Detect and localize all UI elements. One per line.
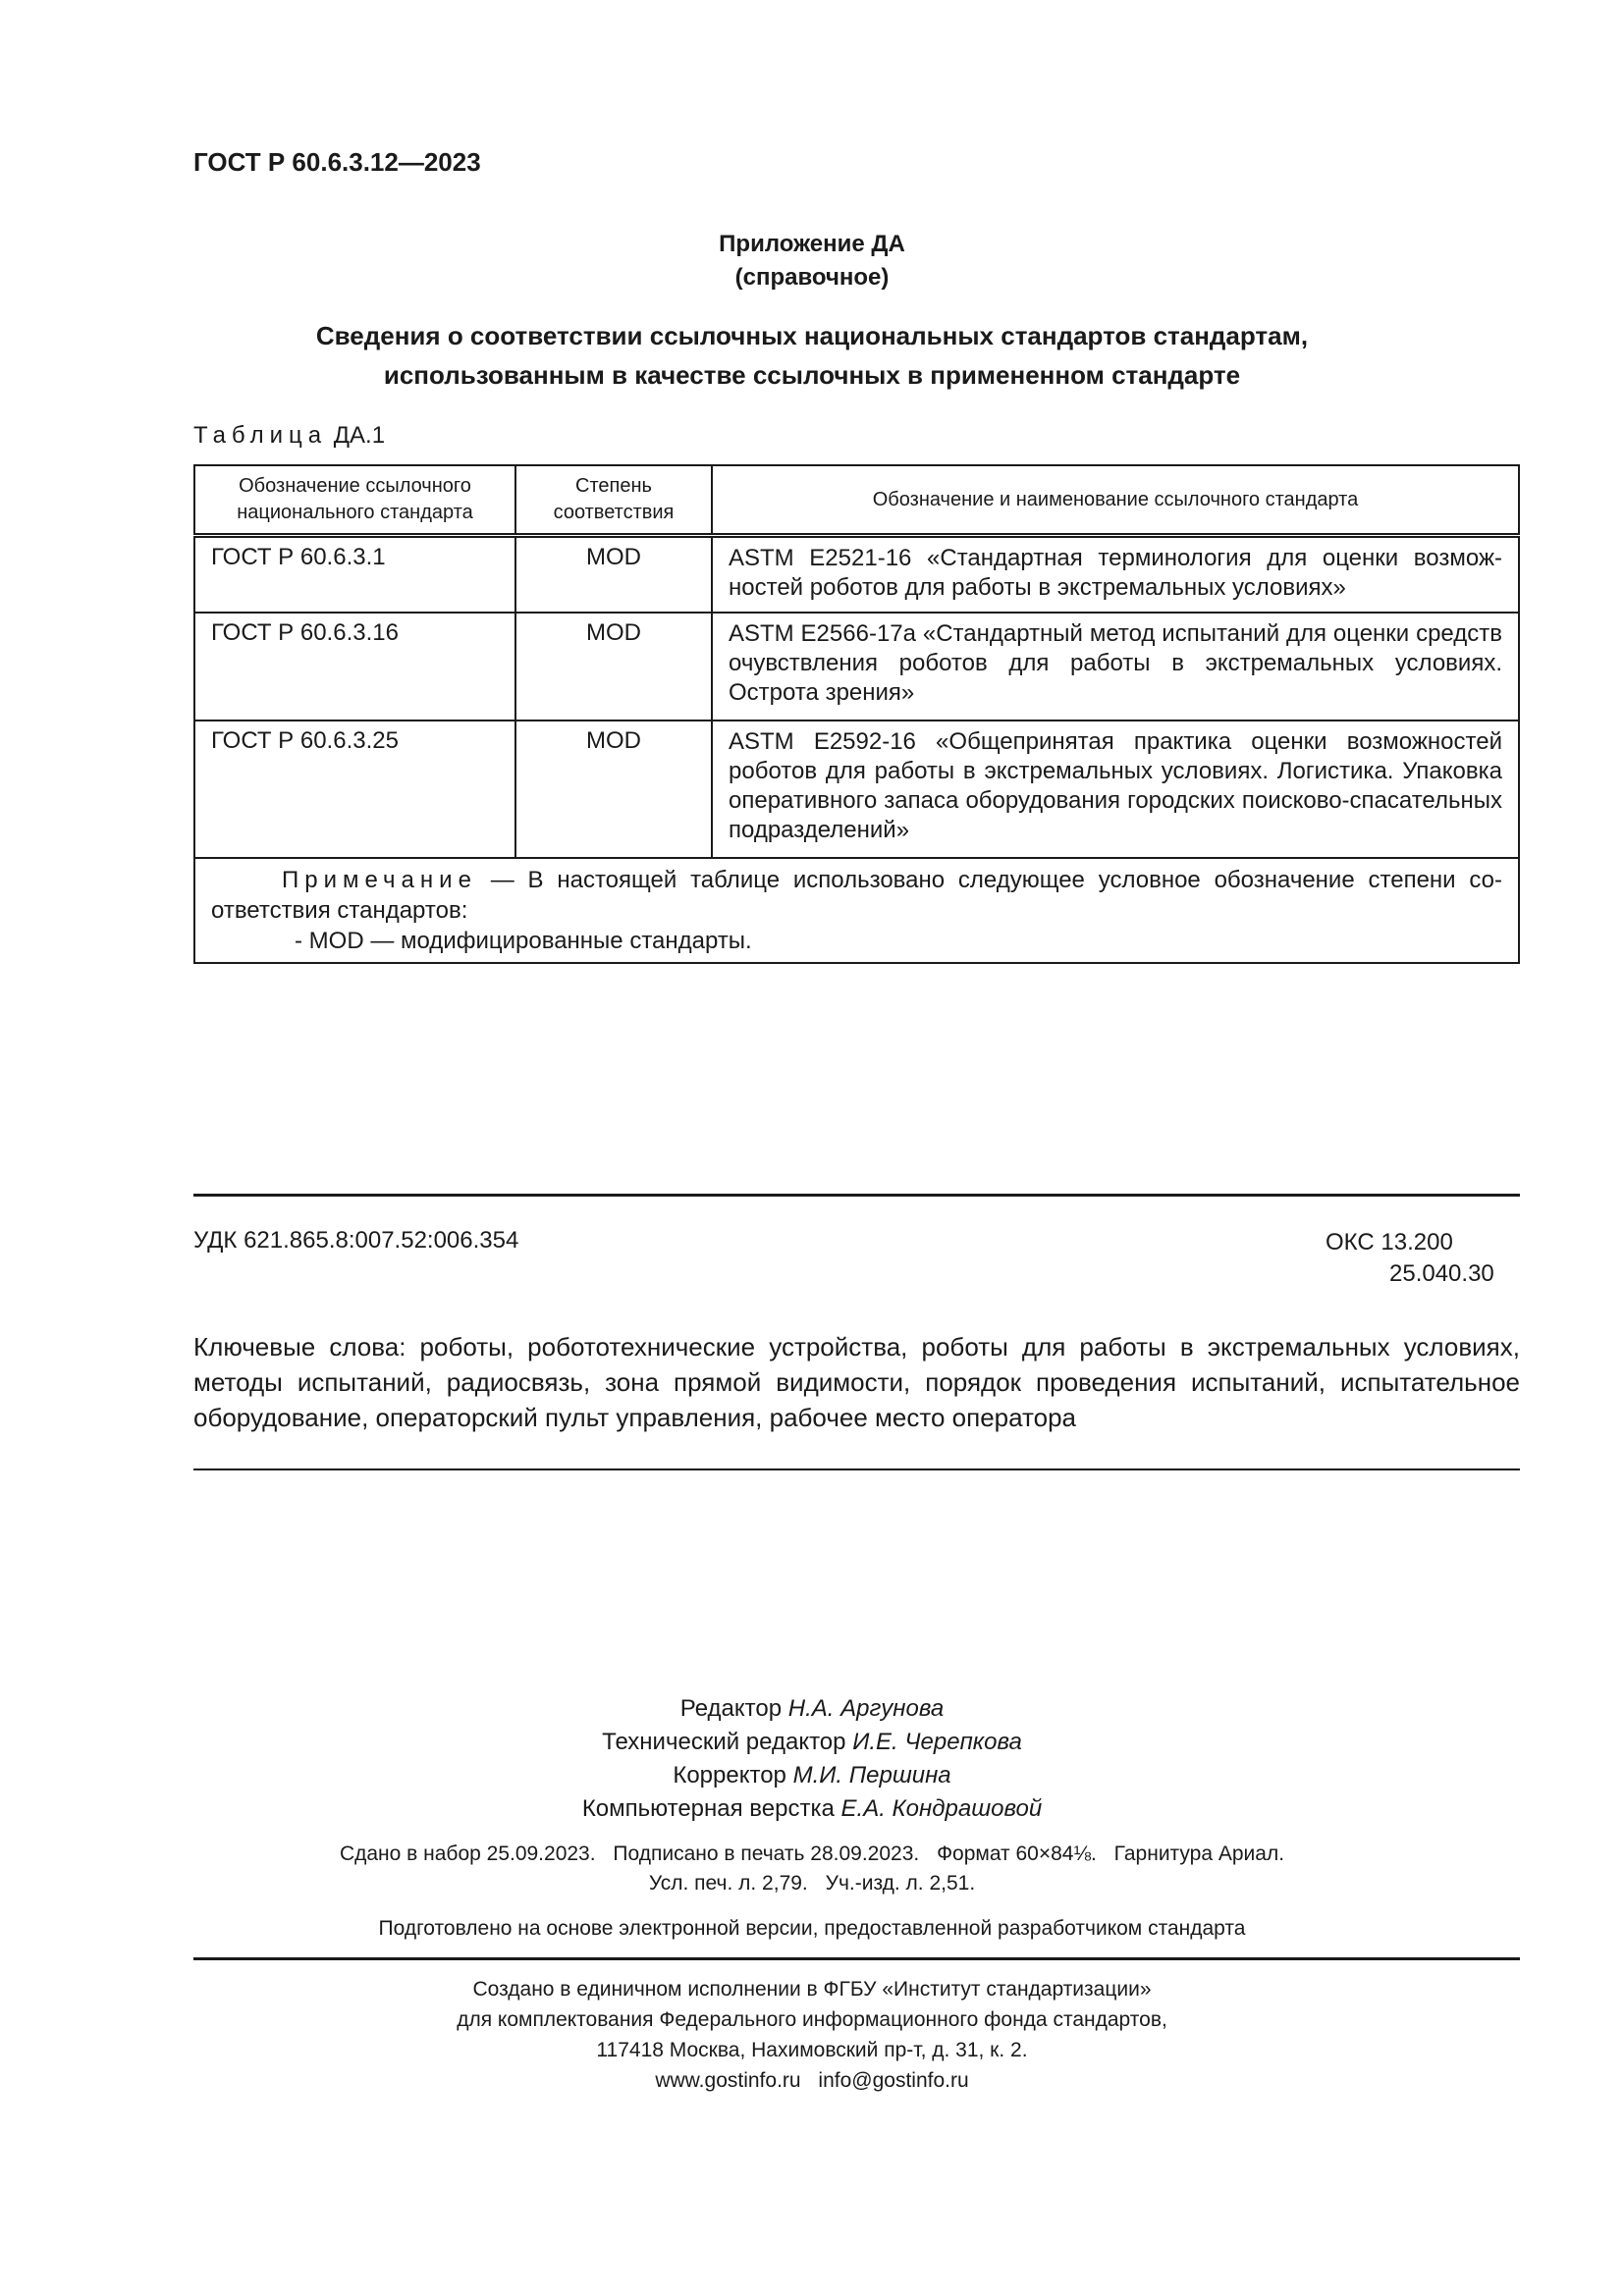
tech-name: И.Е. Черепкова — [852, 1729, 1022, 1755]
publisher-email-link[interactable]: info@gostinfo.ru — [818, 2069, 969, 2092]
corrector-role: Корректор — [673, 1762, 786, 1789]
editor-role: Редактор — [679, 1695, 783, 1722]
header-national-standard: Обозначение ссылочного национального стандарта — [194, 465, 515, 536]
cell-code: ГОСТ Р 60.6.3.1 — [194, 536, 515, 613]
cell-degree: MOD — [515, 613, 712, 721]
table-row — [194, 536, 1519, 613]
print-info-line-1 — [0, 1840, 1624, 1869]
header-reference-standard: Обозначение и наименование ссылочного стандарта — [712, 465, 1519, 536]
publisher-line-2: для комплектования Федерального информационного фонда стандартов, — [457, 2008, 1167, 2031]
cell-code: ГОСТ Р 60.6.3.16 — [194, 613, 515, 721]
oks-line-2: 25.040.30 — [1389, 1260, 1494, 1287]
print-sheets: Усл. печ. л. 2,79. — [648, 1872, 808, 1895]
reference-table — [193, 464, 1520, 964]
divider-middle — [193, 1468, 1520, 1470]
note-label: Примечание — [282, 866, 477, 893]
print-info — [0, 1840, 1624, 1898]
cell-name: ASTM E2566-17a «Стандартный метод испытаний для оценки средств очувствления роботов для работы в экстремальных условиях. Острота зрения» — [712, 613, 1519, 721]
print-pub-sheets: Уч.-изд. л. 2,51. — [825, 1872, 976, 1895]
cell-name: ASTM E2521-16 «Стандартная терминология для оценки возможностей роботов для работы в экстремальных условиях» — [712, 536, 1519, 613]
print-format: Формат 60×84⅛. — [937, 1842, 1097, 1865]
table-header-row — [194, 465, 1519, 536]
keywords: Ключевые слова: роботы, робототехнические устройства, роботы для работы в экстремальных условиях, методы испытаний, радиосвязь, зона прямой видимости, порядок проведения испытаний, испытательное оборудование, операторский пульт управления, рабочее место оператора — [193, 1332, 1520, 1432]
divider-top — [193, 1194, 1520, 1197]
publisher-site-link[interactable]: www.gostinfo.ru — [655, 2069, 801, 2092]
annex-name: Приложение ДА — [719, 231, 905, 257]
udk-code: УДК 621.865.8:007.52:006.354 — [193, 1227, 519, 1254]
annex-title-line-2: использованным в качестве ссылочных в примененном стандарте — [383, 360, 1241, 390]
table-note — [194, 858, 1519, 963]
editor-name: Н.А. Аргунова — [787, 1695, 945, 1722]
credit-tech-editor — [0, 1726, 1624, 1759]
print-signed: Подписано в печать 28.09.2023. — [613, 1842, 920, 1865]
publisher-info — [0, 1974, 1624, 2096]
print-font: Гарнитура Ариал. — [1113, 1842, 1285, 1865]
table-row — [194, 721, 1519, 858]
table-note-row — [194, 858, 1519, 963]
annex-type: (справочное) — [734, 264, 890, 291]
cell-degree: MOD — [515, 536, 712, 613]
layout-role: Компьютерная верстка — [581, 1795, 835, 1822]
cell-degree: MOD — [515, 721, 712, 858]
credit-editor — [0, 1692, 1624, 1726]
document-code: ГОСТ Р 60.6.3.12—2023 — [193, 147, 481, 177]
prepared-note: Подготовлено на основе электронной версии, предоставленной разработчиком стандарта — [378, 1917, 1246, 1940]
cell-code: ГОСТ Р 60.6.3.25 — [194, 721, 515, 858]
annex-title-line-1: Сведения о соответствии ссылочных национальных стандартов стандартам, — [315, 321, 1309, 350]
print-info-line-2 — [0, 1869, 1624, 1898]
oks-line-1: ОКС 13.200 — [1326, 1229, 1453, 1255]
table-caption-number: ДА.1 — [333, 422, 386, 449]
annex-title — [154, 316, 1470, 395]
table-caption-word: Таблица — [193, 422, 328, 449]
note-item: - MOD — модифицированные стандарты. — [295, 927, 752, 954]
credit-layout — [0, 1792, 1624, 1826]
publisher-contacts — [0, 2065, 1624, 2096]
divider-bottom — [193, 1957, 1520, 1960]
annex-heading — [0, 228, 1624, 294]
note-text: — В настоящей таблице использовано следующее условное обозначение степени соответствия стандартов: — [211, 866, 1502, 924]
oks-codes — [1326, 1227, 1494, 1290]
print-submitted: Сдано в набор 25.09.2023. — [339, 1842, 596, 1865]
publisher-line-3: 117418 Москва, Нахимовский пр-т, д. 31, к. 2. — [596, 2039, 1028, 2061]
publisher-line-1: Создано в единичном исполнении в ФГБУ «Институт стандартизации» — [472, 1978, 1152, 2001]
cell-name: ASTM E2592-16 «Общепринятая практика оценки возможностей роботов для работы в экстремальных условиях. Логистика. Упаковка оперативного запаса оборудования городских поисково-спасательных подразделений» — [712, 721, 1519, 858]
layout-name: Е.А. Кондрашовой — [840, 1795, 1043, 1822]
corrector-name: М.И. Першина — [792, 1762, 951, 1789]
header-degree: Степень соответствия — [515, 465, 712, 536]
tech-role: Технический редактор — [602, 1729, 846, 1755]
table-row — [194, 613, 1519, 721]
credits — [0, 1692, 1624, 1826]
credit-corrector — [0, 1759, 1624, 1792]
table-caption — [193, 422, 385, 450]
